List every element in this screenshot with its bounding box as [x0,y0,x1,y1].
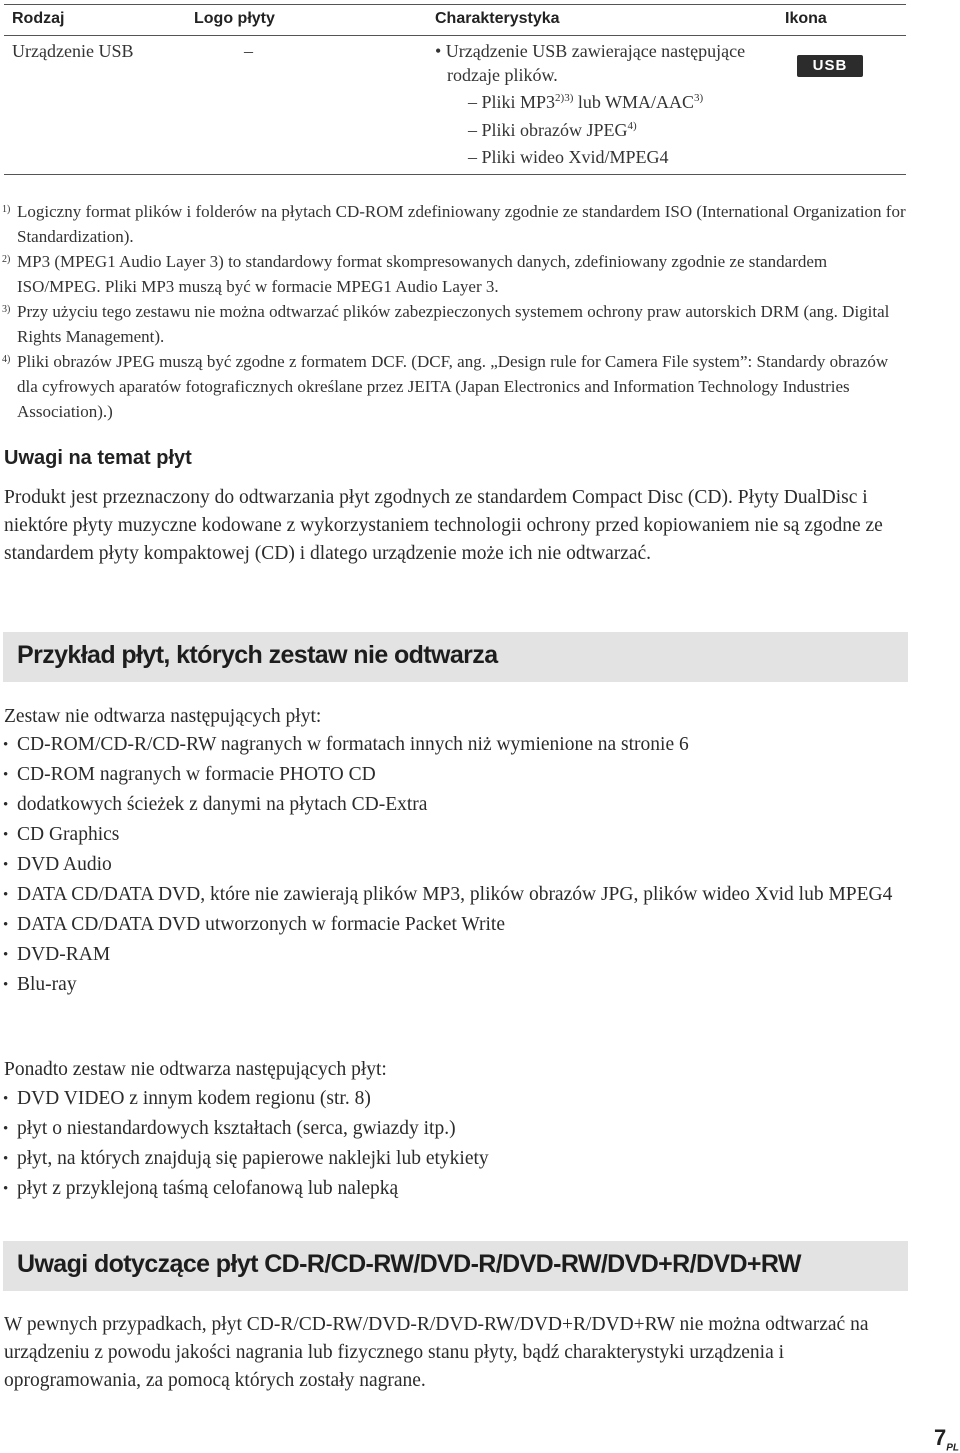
list-item: • CD Graphics [4,822,909,848]
list-item: • DVD-RAM [4,942,909,968]
list-item: • CD-ROM nagranych w formacie PHOTO CD [4,762,909,788]
list-item: • CD-ROM/CD-R/CD-RW nagranych w formatach innych niż wymienione na stronie 6 [4,732,909,758]
header-logo: Logo płyty [194,10,275,27]
table-row [4,36,906,175]
list-item: • płyt z przyklejoną taśmą celofanową lub nalepką [4,1176,909,1202]
footnote: 4) Pliki obrazów JPEG muszą być zgodne z formatem DCF. (DCF, ang. „Design rule for Camera File system”: Standardy obrazów dla cyfrowych aparatów fotograficznych określane przez JEITA (Japan Electronics and Information Technology Industries Association).) [2,352,889,421]
section-title: Przykład płyt, których zestaw nie odtwarza [17,641,498,669]
footnote: 3) Przy użyciu tego zestawu nie można odtwarzać plików zabezpieczonych systemem ochrony praw autorskich DRM (ang. Digital Rights Management). [2,302,890,346]
header-characteristics: Charakterystyka [435,10,560,27]
section-intro: Zestaw nie odtwarza następujących płyt: [4,706,322,727]
page-number: $7_{PL}$ [934,1425,960,1453]
list-item: • płyt o niestandardowych kształtach (serca, gwiazdy itp.) [4,1116,909,1142]
list-item: • dodatkowych ścieżek z danymi na płytach CD-Extra [4,792,909,818]
usb-icon: USB [797,55,863,77]
list-item: – Pliki wideo Xvid/MPEG4 [468,147,669,167]
list-item: – Pliki $MP3^{2)3)}$ lub WMA/AAC$^{3)}$ [468,92,704,112]
row-desc-line1: • Urządzenie USB zawierające następujące [435,41,746,61]
list-item: – Pliki obrazów JPEG$^{4)}$ [468,120,637,140]
header-type: Rodzaj [12,10,65,27]
row-type: Urządzenie USB [12,41,134,61]
footnotes [4,199,908,424]
disc-type-table [4,4,906,175]
list-item: • DATA CD/DATA DVD utworzonych w formacie Packet Write [4,912,909,938]
row-desc-line2: rodzaje plików. [447,65,558,85]
section2-text: W pewnych przypadkach, płyt CD-R/CD-RW/DVD-R/DVD-RW/DVD+R/DVD+RW nie można odtwarzać na urządzeniu z powodu jakości nagrania lub fizycznego stanu płyty, bądź charakterystyki urządzenia i oprogramowania, za pomocą których zostały nagrane. [4,1314,869,1391]
header-icon: Ikona [785,10,827,27]
list-item: • DVD Audio [4,852,909,878]
list-item: • Blu-ray [4,972,909,998]
discs-note-heading: Uwagi na temat płyt [4,447,192,469]
footnote: 2) MP3 (MPEG1 Audio Layer 3) to standardowy format skompresowanych danych, zdefiniowany zgodnie ze standardem ISO/MPEG. Pliki MP3 muszą być w formacie MPEG1 Audio Layer 3. [2,252,828,296]
list-item: • DATA CD/DATA DVD, które nie zawierają plików MP3, plików obrazów JPG, plików wideo Xvid lub MPEG4 [4,882,909,908]
unsupported-discs-list [4,732,909,1002]
footnote: 1) Logiczny format plików i folderów na płytach CD-ROM zdefiniowany zgodnie ze standardem ISO (International Organization for Standardization). [2,202,906,246]
list-item: • płyt, na których znajdują się papierowe naklejki lub etykiety [4,1146,909,1172]
section-header-band [3,632,908,682]
section-intro-2: Ponadto zestaw nie odtwarza następujących płyt: [4,1059,387,1080]
row-logo: – [244,41,253,61]
list-item: • DVD VIDEO z innym kodem regionu (str. 8) [4,1086,909,1112]
discs-note-text: Produkt jest przeznaczony do odtwarzania płyt zgodnych ze standardem Compact Disc (CD). Płyty DualDisc i niektóre płyty muzyczne kodowane z wykorzystaniem technologii ochrony przed kopiowaniem nie są zgodne ze standardem płyty kompaktowej (CD) i dlatego urządzenie może ich nie odtwarzać. [4,487,883,564]
table-header [4,4,906,36]
unsupported-discs-list-2 [4,1086,909,1206]
section-header-band [3,1241,908,1291]
section-title: Uwagi dotyczące płyt CD-R/CD-RW/DVD-R/DVD-RW/DVD+R/DVD+RW [17,1250,801,1278]
